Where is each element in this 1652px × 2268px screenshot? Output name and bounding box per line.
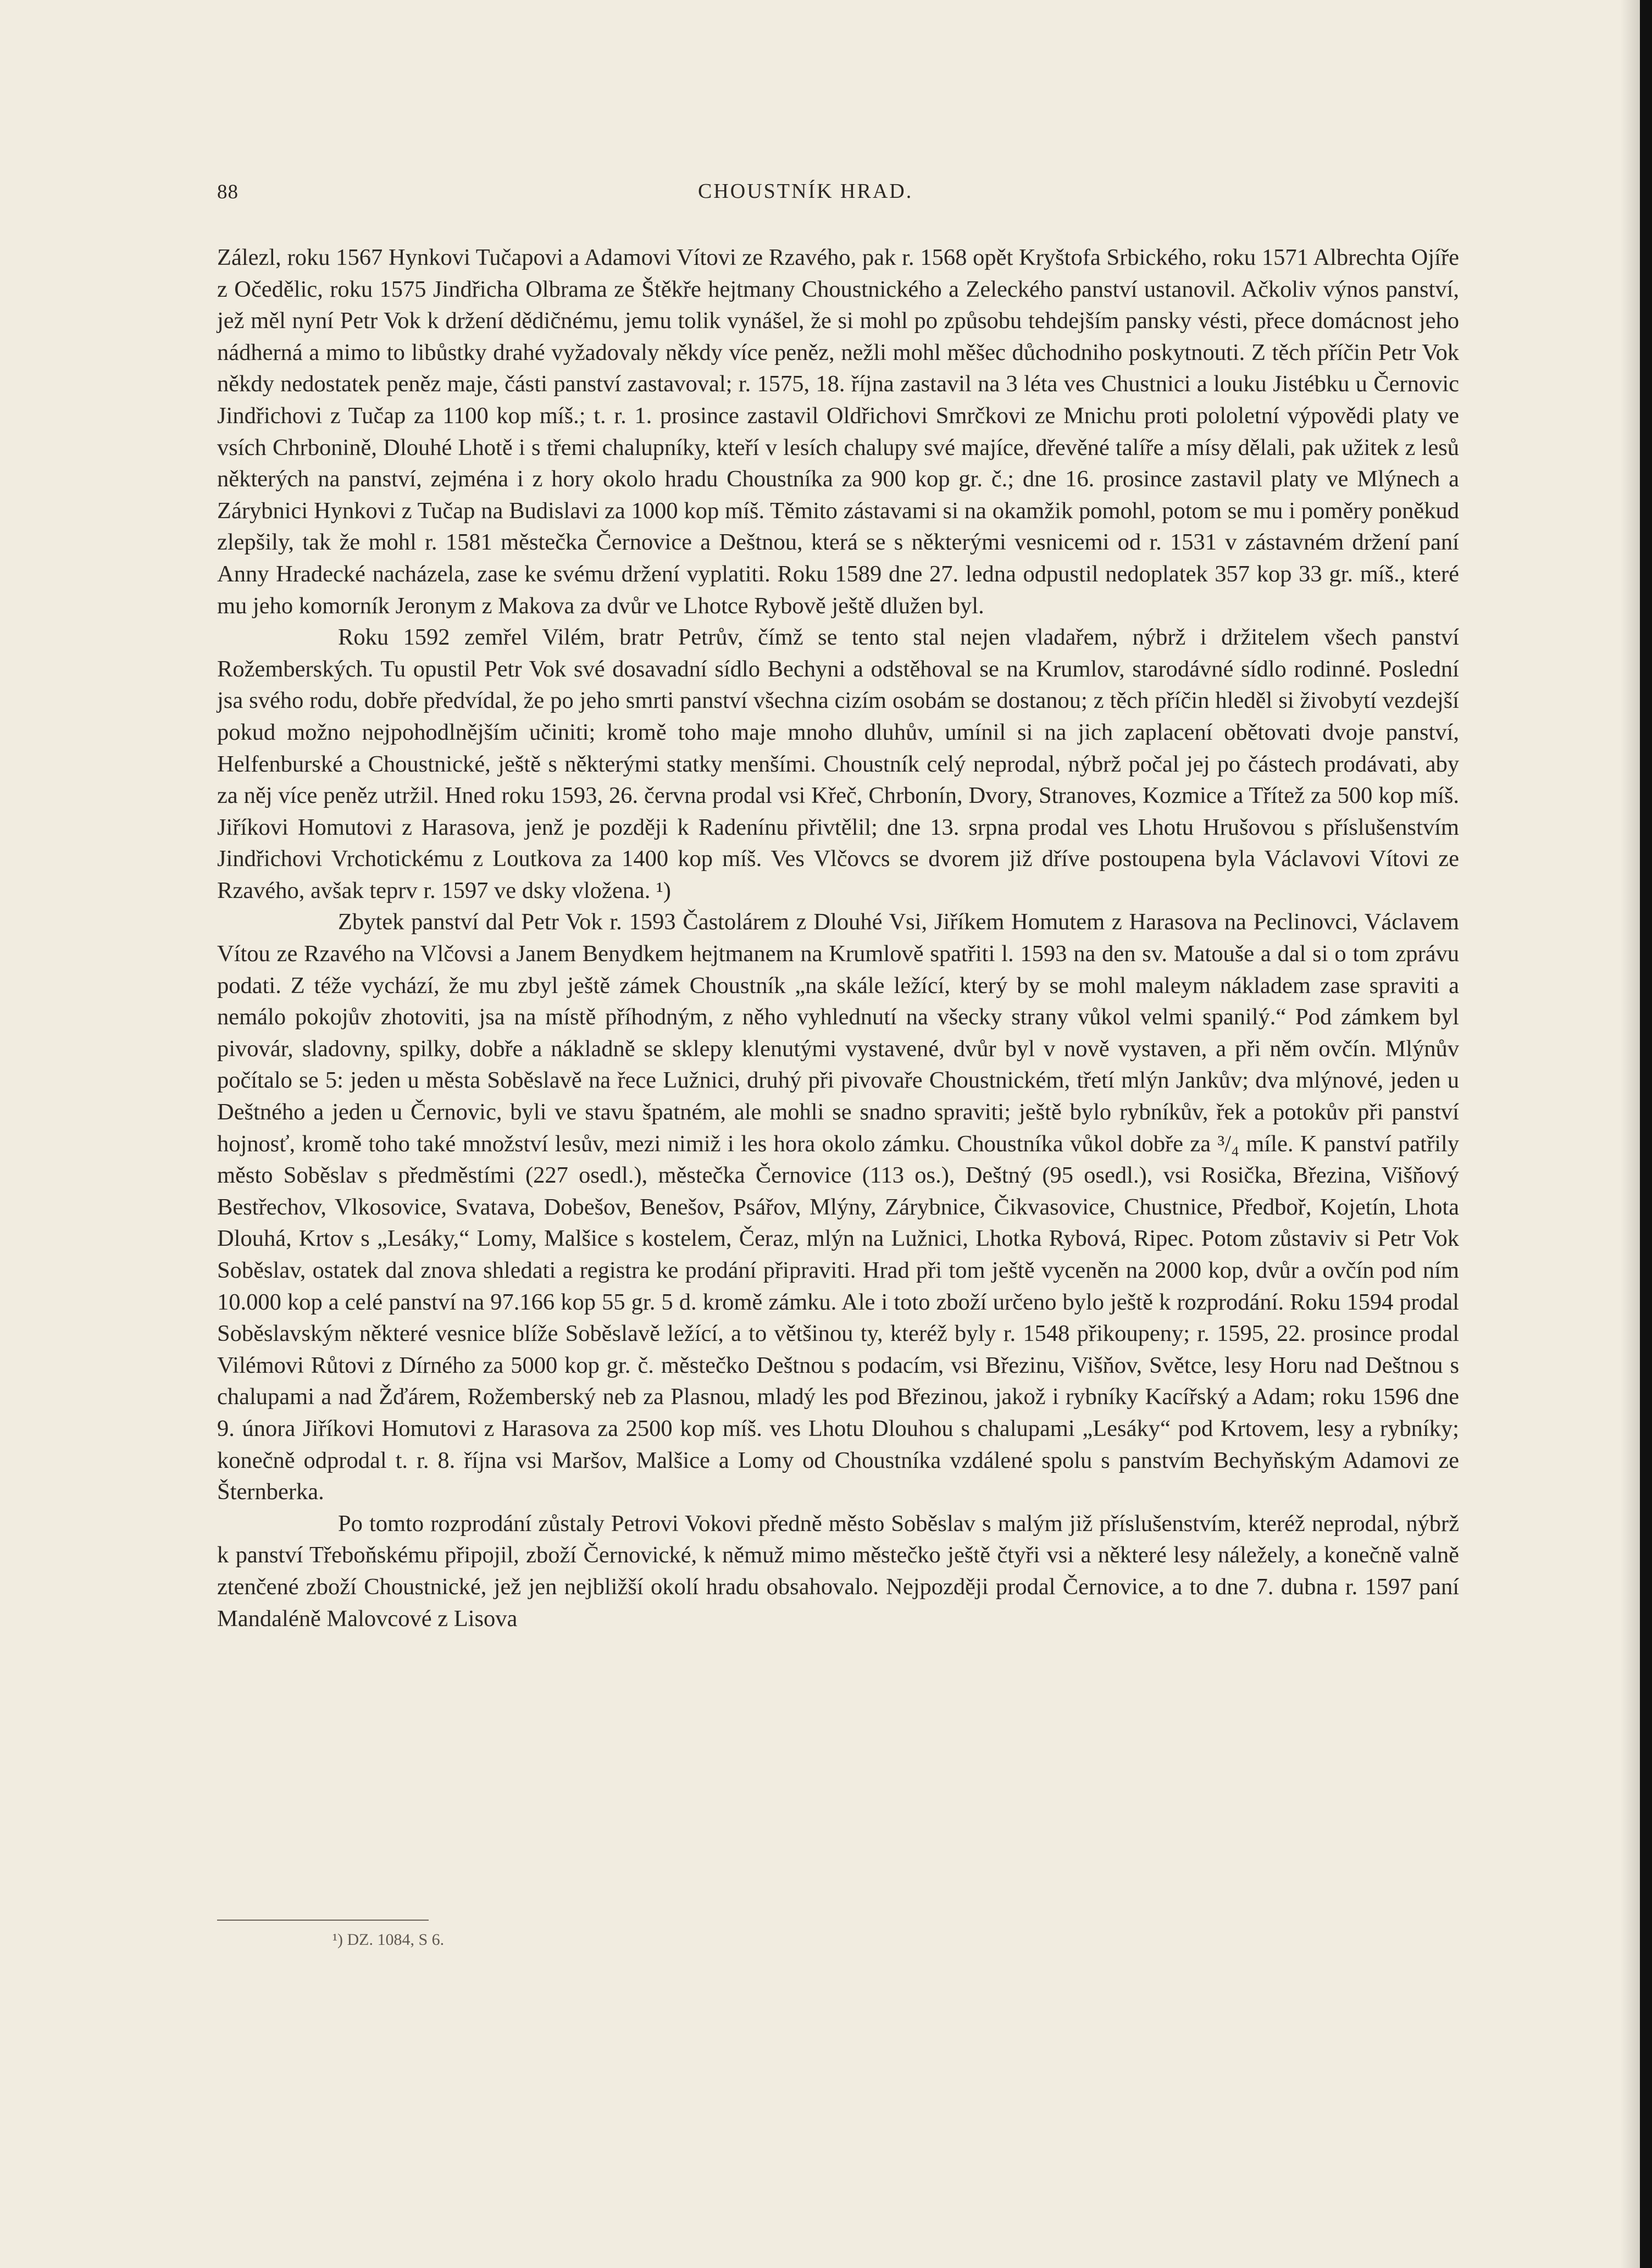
footnote: ¹) DZ. 1084, S 6.	[332, 1931, 445, 1949]
scan-shadow	[1620, 0, 1640, 2268]
paragraph: Po tomto rozprodání zůstaly Petrovi Vokovi předně město Soběslav s malým již příslušenstvím, kteréž neprodal, nýbrž k panství Třeboňskému připojil, zboží Černovické, k němuž mimo městečko ještě čtyři vsi a některé lesy náležely, a konečně valně ztenčené zboží Choustnické, jež jen nejbližší okolí hradu obsahovalo. Nejpozději prodal Černovice, a to dne 7. dubna r. 1597 paní Mandaléně Malovcové z Lisova	[217, 1510, 1459, 1632]
footnote-rule	[217, 1920, 429, 1921]
page-number: 88	[217, 181, 239, 203]
paragraph: Zbytek panství dal Petr Vok r. 1593 Častolárem z Dlouhé Vsi, Jiříkem Homutem z Harasova na Peclinovci, Václavem Vítou ze Rzavého na Vlčovsi a Janem Benydkem hejtmanem na Krumlově spatřiti l. 1593 na den sv. Matouše a dal si o tom zprávu podati. Z téže vychází, že mu zbyl ještě zámek Choustník „na skále ležící, který by se mohl maleym nákladem zase spraviti a nemálo pokojův zhotoviti, jsa na místě příhodným, z něho vyhlednutí na všecky strany vůkol velmi spanilý.“ Pod zámkem byl pivovár, sladovny, spilky, dobře a nákladně se sklepy klenutými vystavené, dvůr byl v nově vystaven, a při něm ovčín. Mlýnův počítalo se 5: jeden u města Soběslavě na řece Lužnici, druhý při pivovaře Choustnickém, třetí mlýn Jankův; dva mlýnové, jeden u Deštného a jeden u Černovic, byli ve stavu špatném, ale mohli se snadno spraviti; ještě bylo rybníkův, řek a potokův při panství hojnosť, kromě toho také množství lesův, mezi nimiž i les hora okolo zámku. Choustníka vůkol dobře za ³/₄ míle. K panství patřily město Soběslav s předměstími (227 osedl.), městečka Černovice (113 os.), Deštný (95 osedl.), vsi Rosička, Březina, Višňový Bestřechov, Vlkosovice, Svatava, Dobešov, Benešov, Psářov, Mlýny, Zárybnice, Čikvasovice, Chustnice, Předboř, Kojetín, Lhota Dlouhá, Krtov s „Lesáky,“ Lomy, Malšice s kostelem, Čeraz, mlýn na Lužnici, Lhotka Rybová, Ripec. Potom zůstaviv si Petr Vok Soběslav, ostatek dal znova shledati a registra ke prodání připraviti. Hrad při tom ještě vyceněn na 2000 kop, dvůr a ovčín pod ním 10.000 kop a celé panství na 97.166 kop 55 gr. 5 d. kromě zámku. Ale i toto zboží určeno bylo ještě k rozprodání. Roku 1594 prodal Soběslavským některé vesnice blíže Soběslavě ležící, a to většinou ty, kteréž byly r. 1548 přikoupeny; r. 1595, 22. prosince prodal Vilémovi Růtovi z Dírného za 5000 kop gr. č. městečko Deštnou s podacím, vsi Březinu, Višňov, Světce, lesy Horu nad Deštnou s chalupami a nad Žďárem, Rožemberský neb za Plasnou, mladý les pod Březinou, jakož i rybníky Kacířský a Adam; roku 1596 dne 9. února Jiříkovi Homutovi z Harasova za 2500 kop míš. ves Lhotu Dlouhou s chalupami „Lesáky“ pod Krtovem, lesy a rybníky; konečně odprodal t. r. 8. října vsi Maršov, Malšice a Lomy od Choustníka vzdálené spolu s panstvím Bechyňským Adamovi ze Šternberka.	[217, 909, 1459, 1505]
paragraph: Zálezl, roku 1567 Hynkovi Tučapovi a Adamovi Vítovi ze Rzavého, pak r. 1568 opět Kryštofa Srbického, roku 1571 Albrechta Ojíře z Očedělic, roku 1575 Jindřicha Olbrama ze Štěkře hejtmany Choustnického a Zeleckého panství ustanovil. Ačkoliv výnos panství, jež měl nyní Petr Vok k držení dědičnému, jemu tolik vynášel, že si mohl po způsobu tehdejším pansky vésti, přece domácnost jeho nádherná a mimo to libůstky drahé vyžadovaly někdy více peněz, nežli mohl měšec důchodniho poskytnouti. Z těch příčin Petr Vok někdy nedostatek peněz maje, části panství zastavoval; r. 1575, 18. října zastavil na 3 léta ves Chustnici a louku Jistébku u Černovic Jindřichovi z Tučap za 1100 kop míš.; t. r. 1. prosince zastavil Oldřichovi Smrčkovi ze Mnichu proti pololetní výpovědi platy ve vsích Chrbonině, Dlouhé Lhotě i s třemi chalupníky, kteří v lesích chalupy své majíce, dřevěné talíře a mísy dělali, pak užitek z lesů některých na panství, zejména i z hory okolo hradu Choustníka za 900 kop gr. č.; dne 16. prosince zastavil platy ve Mlýnech a Zárybnici Hynkovi z Tučap na Budislavi za 1000 kop míš. Těmito zástavami si na okamžik pomohl, potom se mu i poměry poněkud zlepšily, tak že mohl r. 1581 městečka Černovice a Deštnou, která se s některými vesnicemi od r. 1531 v zástavném držení paní Anny Hradecké nacházela, zase ke svému držení vyplatiti. Roku 1589 dne 27. ledna odpustil nedoplatek 357 kop 33 gr. míš., které mu jeho komorník Jeronym z Makova za dvůr ve Lhotce Rybově ještě dlužen byl.	[217, 245, 1459, 619]
paragraph: Roku 1592 zemřel Vilém, bratr Petrův, čímž se tento stal nejen vladařem, nýbrž i držitelem všech panství Rožemberských. Tu opustil Petr Vok své dosavadní sídlo Bechyni a odstěhoval se na Krumlov, starodávné sídlo rodinné. Poslední jsa svého rodu, dobře předvídal, že po jeho smrti panství všechna cizím osobám se dostanou; z těch příčin hleděl si živobytí vezdejší pokud možno nejpohodlnějším učiniti; kromě toho maje mnoho dluhův, umínil si na jich zaplacení obětovati dvoje panství, Helfenburské a Choustnické, ještě s některými statky menšími. Choustník celý neprodal, nýbrž počal jej po částech prodávati, aby za něj více peněz utržil. Hned roku 1593, 26. června prodal vsi Křeč, Chrbonín, Dvory, Stranoves, Kozmice a Třítež za 500 kop míš. Jiříkovi Homutovi z Harasova, jenž je později k Radenínu přivtělil; dne 13. srpna prodal ves Lhotu Hrušovou s příslušenstvím Jindřichovi Vrchotickému z Loutkova za 1400 kop míš. Ves Vlčovcs se dvorem již dříve postoupena byla Václavovi Vítovi ze Rzavého, avšak teprv r. 1597 ve dsky vložena. ¹)	[217, 624, 1459, 903]
scan-edge	[1640, 0, 1652, 2268]
running-head: CHOUSTNÍK HRAD.	[698, 180, 913, 203]
text-body	[217, 242, 1459, 1634]
